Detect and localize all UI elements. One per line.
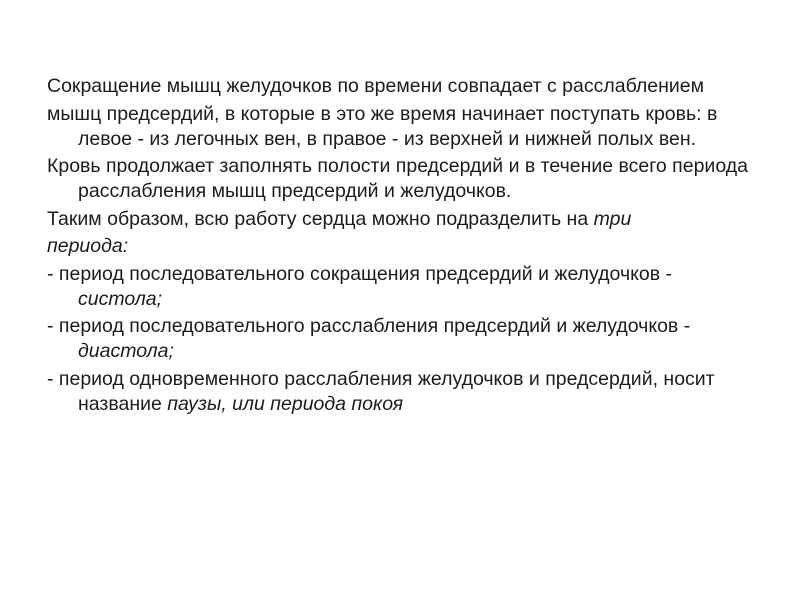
text-run: Сокращение мышц желудочков по времени совпадает с расслаблением [47, 75, 705, 97]
paragraph-6 [47, 262, 752, 312]
text-run: - период последовательного сокращения предсердий и желудочков - [47, 262, 672, 285]
paragraph-8 [47, 367, 752, 417]
paragraph-5 [47, 234, 752, 259]
text-run: - период одновременного расслабления желудочков и предсердий, носит название [47, 367, 715, 415]
italic-text-run: паузы, или периода покоя [167, 392, 404, 415]
italic-text-run: три [593, 207, 632, 230]
text-run: Таким образом, всю работу сердца можно подразделить на [47, 207, 594, 230]
italic-text-run: систола; [78, 287, 163, 310]
slide-text-body [47, 74, 752, 419]
paragraph-4 [47, 207, 752, 232]
italic-text-run: диастола; [78, 340, 174, 362]
paragraph-7 [47, 314, 752, 364]
text-run: мышц предсердий, в которые в это же время начинает поступать кровь: в левое - из легочных вен, в правое - из верхней и нижней полых вен. [47, 102, 718, 150]
paragraph-2 [47, 102, 752, 152]
text-run: - период последовательного расслабления предсердий и желудочков - [47, 315, 691, 337]
paragraph-3 [47, 154, 752, 204]
italic-text-run: периода: [47, 235, 129, 257]
paragraph-1 [47, 74, 752, 99]
text-run: Кровь продолжает заполнять полости предсердий и в течение всего периода расслабления мышц предсердий и желудочков. [47, 155, 748, 202]
